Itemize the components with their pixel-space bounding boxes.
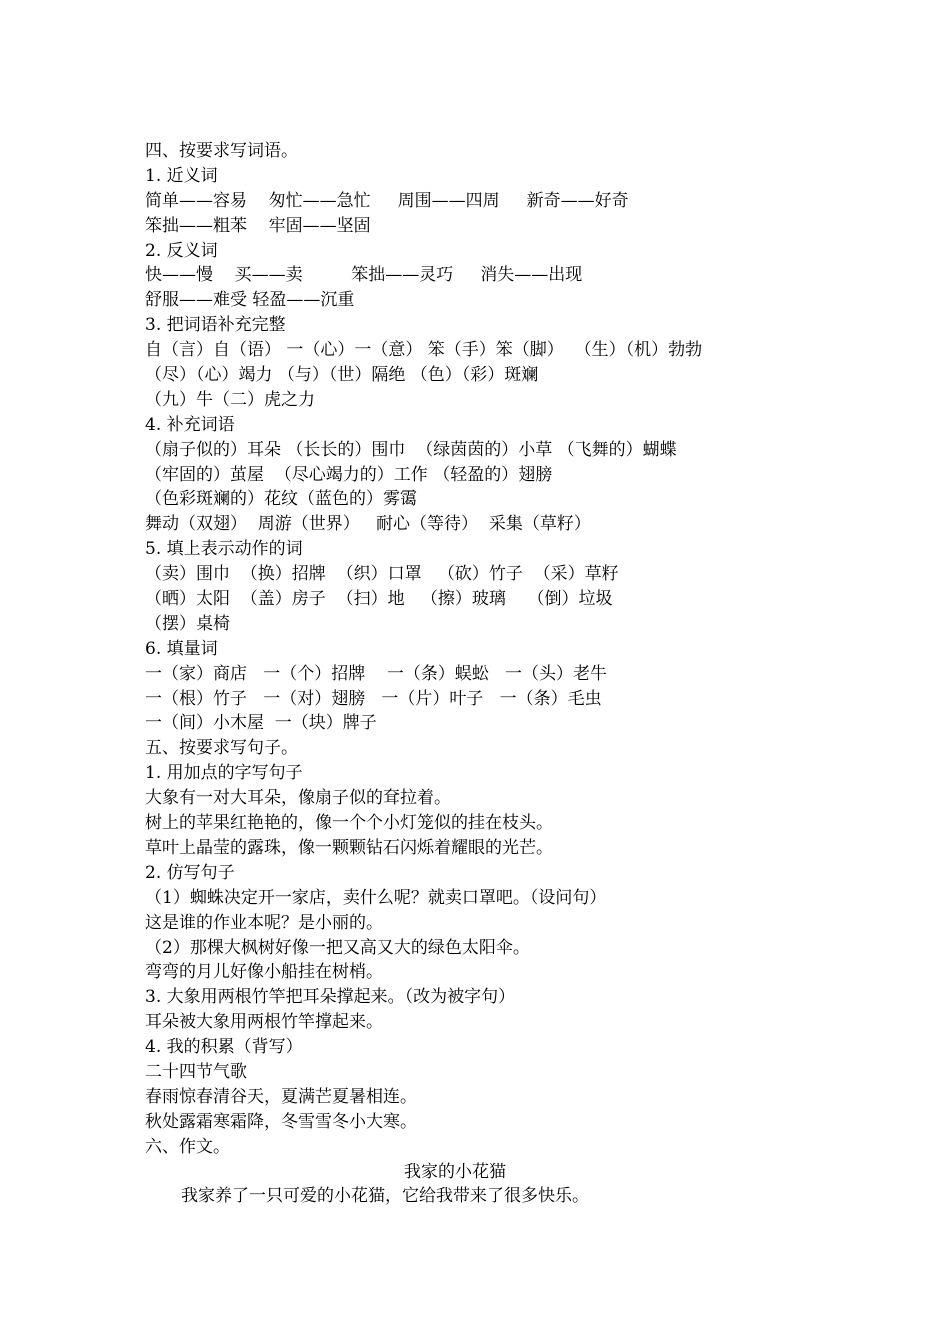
- subheading-accumulation: 4. 我的积累（背写）: [145, 1037, 303, 1058]
- subheading-supplement-words: 4. 补充词语: [145, 414, 235, 435]
- text-line: 简单——容易 匆忙——急忙 周围——四周 新奇——好奇: [145, 190, 629, 211]
- text-line: 舞动（双翅） 周游（世界） 耐心（等待） 采集（草籽）: [145, 514, 591, 535]
- subheading-antonyms: 2. 反义词: [145, 240, 218, 261]
- section-five-heading: 五、按要求写句子。: [145, 738, 298, 759]
- poem-line: 秋处露霜寒霜降，冬雪雪冬小大寒。: [145, 1111, 417, 1132]
- text-line: 自（言）自（语） 一（心）一（意） 笨（手）笨（脚） （生）（机）勃勃: [145, 340, 703, 361]
- text-line: （九）牛（二）虎之力: [145, 389, 315, 410]
- poem-title: 二十四节气歌: [145, 1061, 247, 1082]
- essay-title: 我家的小花猫: [404, 1161, 506, 1182]
- text-line: 舒服——难受 轻盈——沉重: [145, 290, 355, 311]
- subheading-measure-words: 6. 填量词: [145, 638, 218, 659]
- text-line: 快——慢 买——卖 笨拙——灵巧 消失——出现: [145, 265, 583, 286]
- text-line: 草叶上晶莹的露珠，像一颗颗钻石闪烁着耀眼的光芒。: [145, 837, 553, 858]
- text-line: 耳朵被大象用两根竹竿撑起来。: [145, 1012, 383, 1033]
- subheading-complete-words: 3. 把词语补充完整: [145, 315, 286, 336]
- poem-line: 春雨惊春清谷天，夏满芒夏暑相连。: [145, 1086, 417, 1107]
- text-line: （牢固的）茧屋 （尽心竭力的）工作 （轻盈的）翅膀: [145, 464, 553, 485]
- text-line: 一（根）竹子 一（对）翅膀 一（片）叶子 一（条）毛虫: [145, 688, 602, 709]
- text-line: （1）蜘蛛决定开一家店，卖什么呢？就卖口罩吧。（设问句）: [145, 887, 607, 908]
- subheading-imitate-sentences: 2. 仿写句子: [145, 862, 235, 883]
- text-line: 这是谁的作业本呢？是小丽的。: [145, 912, 383, 933]
- text-line: （尽）（心）竭力 （与）（世）隔绝 （色）（彩）斑斓: [145, 365, 539, 386]
- text-line: （晒）太阳 （盖）房子 （扫）地 （擦）玻璃 （倒）垃圾: [145, 589, 613, 610]
- text-line: （卖）围巾 （换）招牌 （织）口罩 （砍）竹子 （采）草籽: [145, 564, 619, 585]
- subheading-passive-sentence: 3. 大象用两根竹竿把耳朵撑起来。（改为被字句）: [145, 987, 516, 1008]
- text-line: （摆）桌椅: [145, 613, 230, 634]
- subheading-synonyms: 1. 近义词: [145, 165, 218, 186]
- section-six-heading: 六、作文。: [145, 1136, 230, 1157]
- text-line: 大象有一对大耳朵，像扇子似的耷拉着。: [145, 788, 451, 809]
- section-four-heading: 四、按要求写词语。: [145, 141, 298, 161]
- text-line: （色彩斑斓的）花纹（蓝色的）雾霭: [145, 489, 417, 510]
- text-line: 一（家）商店 一（个）招牌 一（条）蜈蚣 一（头）老牛: [145, 663, 608, 684]
- subheading-action-words: 5. 填上表示动作的词: [145, 539, 303, 560]
- text-line: 一（间）小木屋 一（块）牌子: [145, 713, 377, 734]
- subheading-dotted-words: 1. 用加点的字写句子: [145, 763, 303, 784]
- text-line: 树上的苹果红艳艳的，像一个个小灯笼似的挂在枝头。: [145, 813, 553, 834]
- text-line: （扇子似的）耳朵 （长长的）围巾 （绿茵茵的）小草 （飞舞的）蝴蝶: [145, 439, 677, 460]
- text-line: 笨拙——粗苯 牢固——坚固: [145, 215, 371, 236]
- text-line: （2）那棵大枫树好像一把又高又大的绿色太阳伞。: [145, 937, 530, 958]
- document-page: [145, 139, 845, 1209]
- text-line: 弯弯的月儿好像小船挂在树梢。: [145, 962, 383, 983]
- essay-first-line: 我家养了一只可爱的小花猫，它给我带来了很多快乐。: [181, 1186, 589, 1207]
